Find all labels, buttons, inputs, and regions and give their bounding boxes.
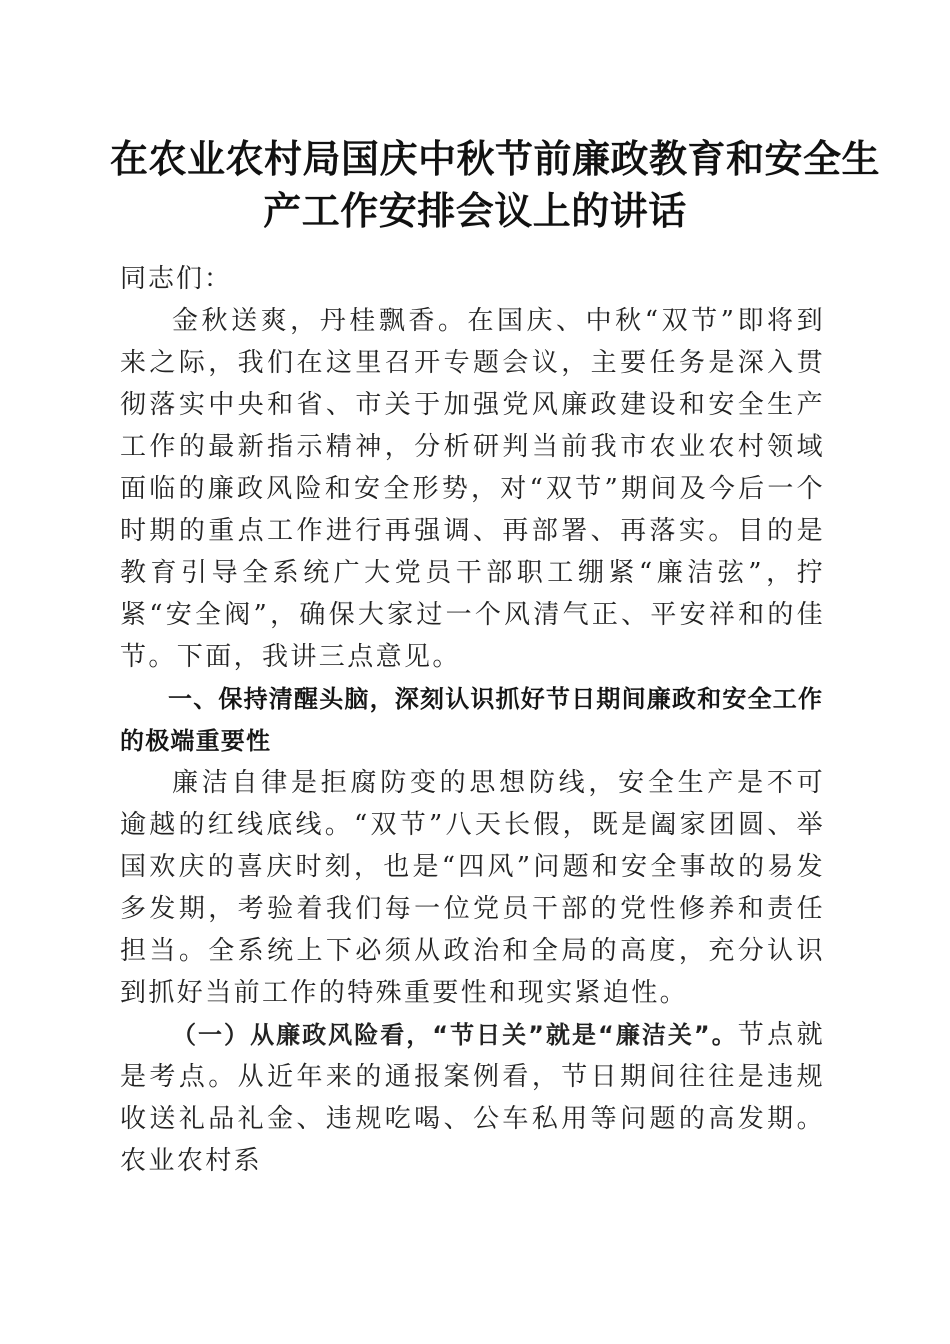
title-line-1: 在农业农村局国庆中秋节前廉政教育和安全生 — [110, 136, 881, 181]
document-body — [120, 258, 825, 1182]
subsection-1-paragraph — [120, 1014, 825, 1182]
section-1-paragraph: 廉洁自律是拒腐防变的思想防线，安全生产是不可逾越的红线底线。“双节”八天长假，既是阖家团圆、举国欢庆的喜庆时刻，也是“四风”问题和安全事故的易发多发期，考验着我们每一位党员干部的党性修养和责任担当。全系统上下必须从政治和全局的高度，充分认识到抓好当前工作的特殊重要性和现实紧迫性。 — [120, 768, 825, 1008]
subsection-1-body: 节点就是考点。从近年来的通报案例看，节日期间往往是违规收送礼品礼金、违规吃喝、公车私用等问题的高发期。农业农村系 — [120, 1020, 826, 1176]
document-title — [110, 133, 881, 237]
intro-paragraph: 金秋送爽，丹桂飘香。在国庆、中秋“双节”即将到来之际，我们在这里召开专题会议，主要任务是深入贯彻落实中央和省、市关于加强党风廉政建设和安全生产工作的最新指示精神，分析研判当前我市农业农村领域面临的廉政风险和安全形势，对“双节”期间及今后一个时期的重点工作进行再强调、再部署、再落实。目的是教育引导全系统广大党员干部职工绷紧“廉洁弦”，拧紧“安全阀”，确保大家过一个风清气正、平安祥和的佳节。下面，我讲三点意见。 — [120, 306, 825, 672]
subsection-1-lead: （一）从廉政风险看，“节日关”就是“廉洁关”。 — [172, 1021, 738, 1049]
title-line-2: 产工作安排会议上的讲话 — [263, 188, 687, 233]
section-1-heading: 一、保持清醒头脑，深刻认识抓好节日期间廉政和安全工作的极端重要性 — [120, 685, 824, 755]
salutation: 同志们： — [120, 264, 233, 294]
